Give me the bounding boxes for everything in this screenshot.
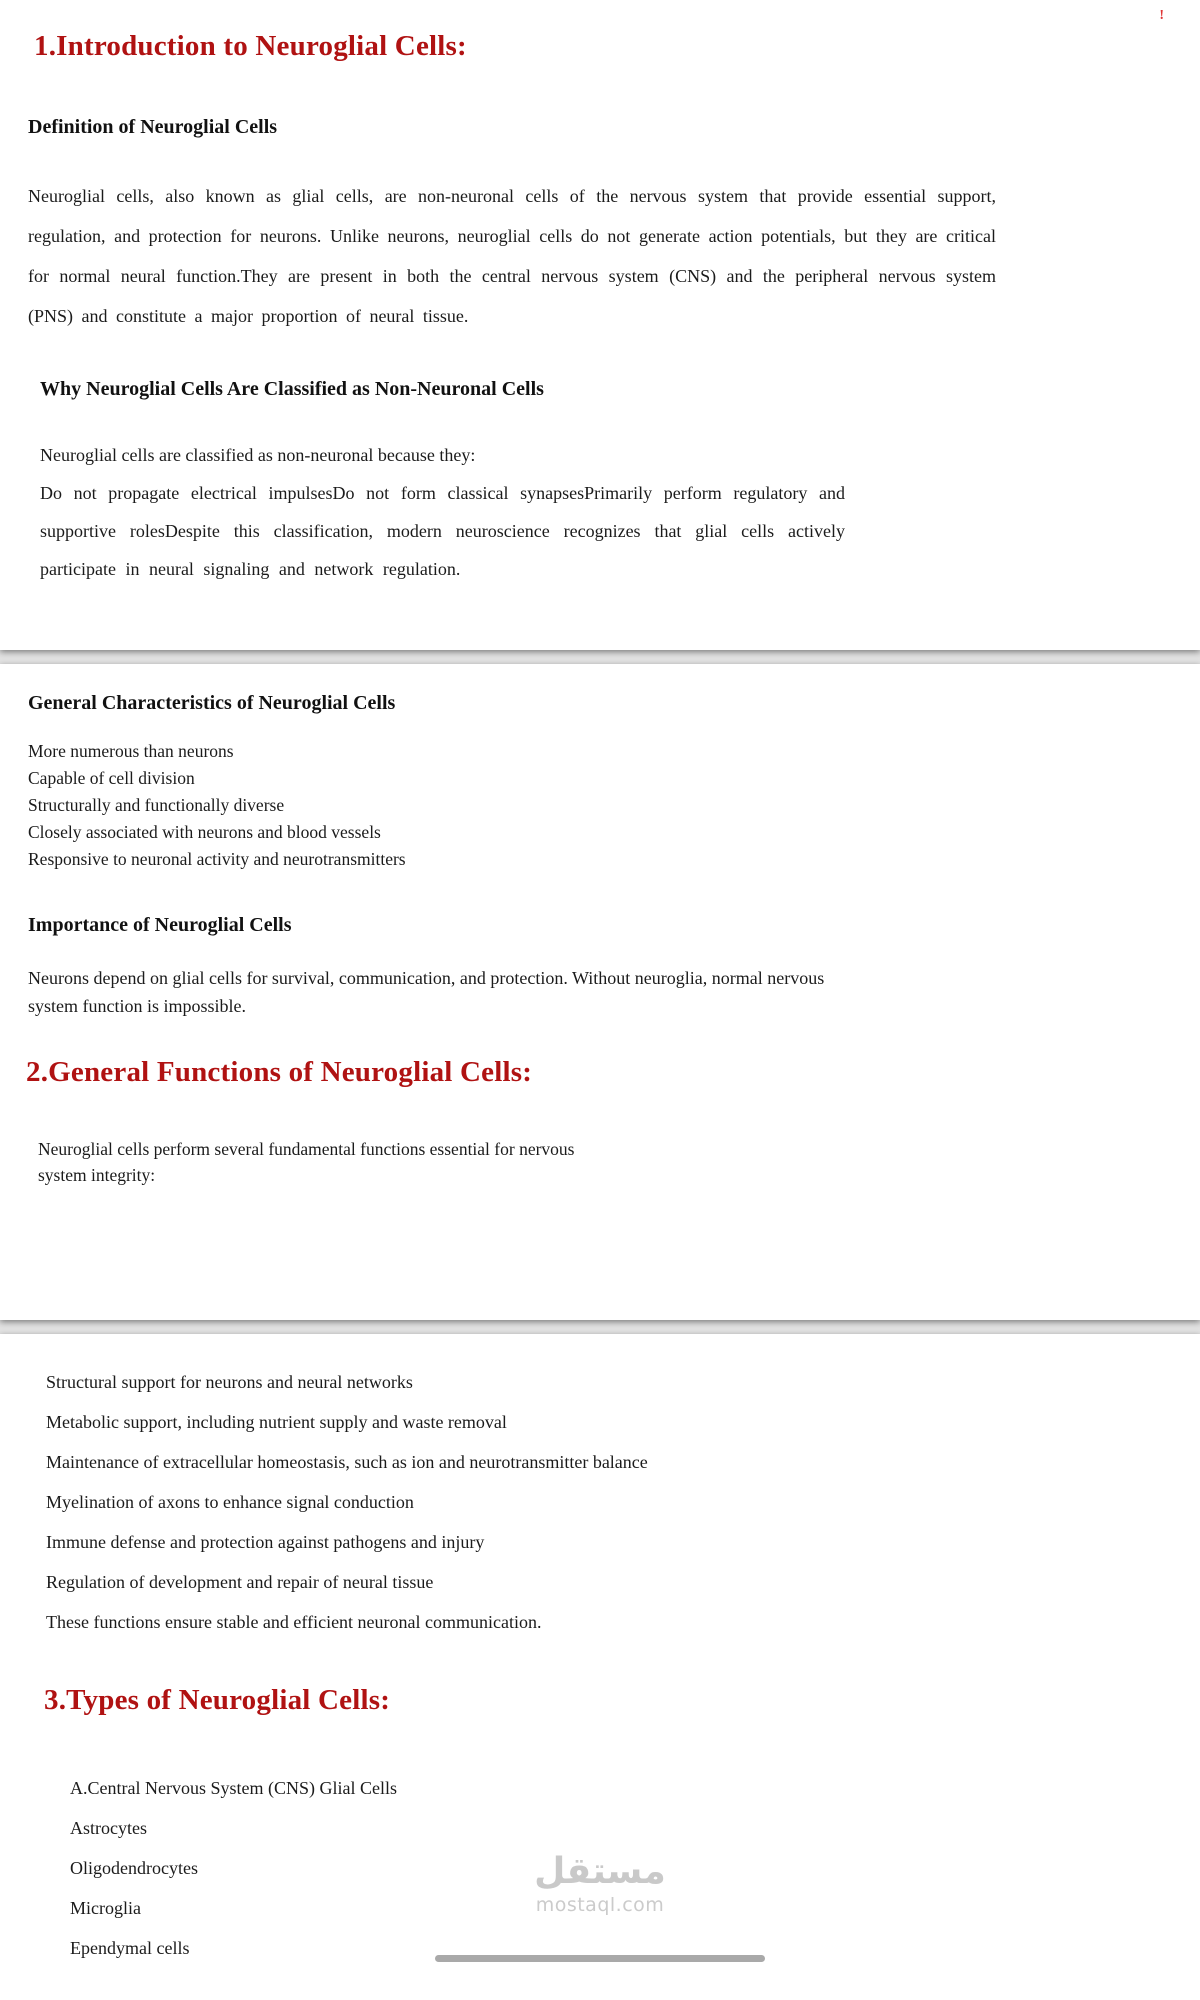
definition-paragraph: Neuroglial cells, also known as glial cells, are non-neuronal cells of the nervous system that provide essential support, regulation, and protection for neurons. Unlike neurons, neuroglial cells do not generate action potentials, but they are critical for normal neural function.They are present in both the central nervous system (CNS) and the peripheral nervous system (PNS) and constitute a major proportion of neural tissue. bbox=[28, 186, 996, 326]
list-item: Microglia bbox=[70, 1898, 141, 1918]
why-classified-block bbox=[40, 436, 845, 588]
cns-glial-cells-block bbox=[70, 1768, 397, 1968]
list-item: Capable of cell division bbox=[28, 768, 195, 788]
list-item: More numerous than neurons bbox=[28, 741, 234, 761]
list-item: Oligodendrocytes bbox=[70, 1858, 198, 1878]
document-page-3 bbox=[0, 1334, 1200, 2000]
list-item: These functions ensure stable and efficient neuronal communication. bbox=[46, 1612, 542, 1632]
list-item: Metabolic support, including nutrient supply and waste removal bbox=[46, 1412, 507, 1432]
section-3-heading: 3.Types of Neuroglial Cells: bbox=[44, 1684, 391, 1716]
list-item: Structurally and functionally diverse bbox=[28, 795, 285, 815]
why-paragraph: Do not propagate electrical impulsesDo not form classical synapsesPrimarily perform regulatory and supportive rolesDespite this classification, modern neuroscience recognizes that glial cells actively participate in neural signaling and network regulation. bbox=[40, 483, 845, 579]
watermark-domain: mostaql.com bbox=[535, 1894, 665, 1916]
alert-indicator: ! bbox=[1159, 8, 1164, 23]
list-item: Immune defense and protection against pathogens and injury bbox=[46, 1532, 485, 1552]
list-item: Myelination of axons to enhance signal conduction bbox=[46, 1492, 414, 1512]
list-item: Regulation of development and repair of neural tissue bbox=[46, 1572, 434, 1592]
list-item: Structural support for neurons and neural networks bbox=[46, 1372, 413, 1392]
why-intro-line: Neuroglial cells are classified as non-neuronal because they: bbox=[40, 445, 476, 465]
list-item: Responsive to neuronal activity and neurotransmitters bbox=[28, 849, 406, 869]
cns-heading: A.Central Nervous System (CNS) Glial Cells bbox=[70, 1778, 397, 1798]
importance-paragraph: Neurons depend on glial cells for survival, communication, and protection. Without neuroglia, normal nervous system function is impossible. bbox=[28, 968, 825, 1016]
functions-list bbox=[46, 1362, 648, 1642]
list-item: Maintenance of extracellular homeostasis, such as ion and neurotransmitter balance bbox=[46, 1452, 648, 1472]
list-item: Ependymal cells bbox=[70, 1938, 190, 1958]
section-2-heading: 2.General Functions of Neuroglial Cells: bbox=[26, 1056, 533, 1088]
list-item: Astrocytes bbox=[70, 1818, 147, 1838]
watermark-logo: مستقل bbox=[534, 1851, 666, 1892]
characteristics-list bbox=[28, 738, 406, 873]
characteristics-heading: General Characteristics of Neuroglial Cells bbox=[28, 692, 396, 714]
horizontal-scrollbar[interactable] bbox=[435, 1955, 765, 1962]
importance-heading: Importance of Neuroglial Cells bbox=[28, 914, 292, 936]
why-classified-heading: Why Neuroglial Cells Are Classified as Non-Neuronal Cells bbox=[40, 378, 544, 400]
document-page-2 bbox=[0, 664, 1200, 1320]
list-item: Closely associated with neurons and blood vessels bbox=[28, 822, 381, 842]
section-1-heading: 1.Introduction to Neuroglial Cells: bbox=[34, 30, 467, 62]
definition-heading: Definition of Neuroglial Cells bbox=[28, 116, 278, 138]
functions-intro-paragraph: Neuroglial cells perform several fundamental functions essential for nervous system integrity: bbox=[38, 1139, 575, 1185]
document-page-1 bbox=[0, 0, 1200, 650]
